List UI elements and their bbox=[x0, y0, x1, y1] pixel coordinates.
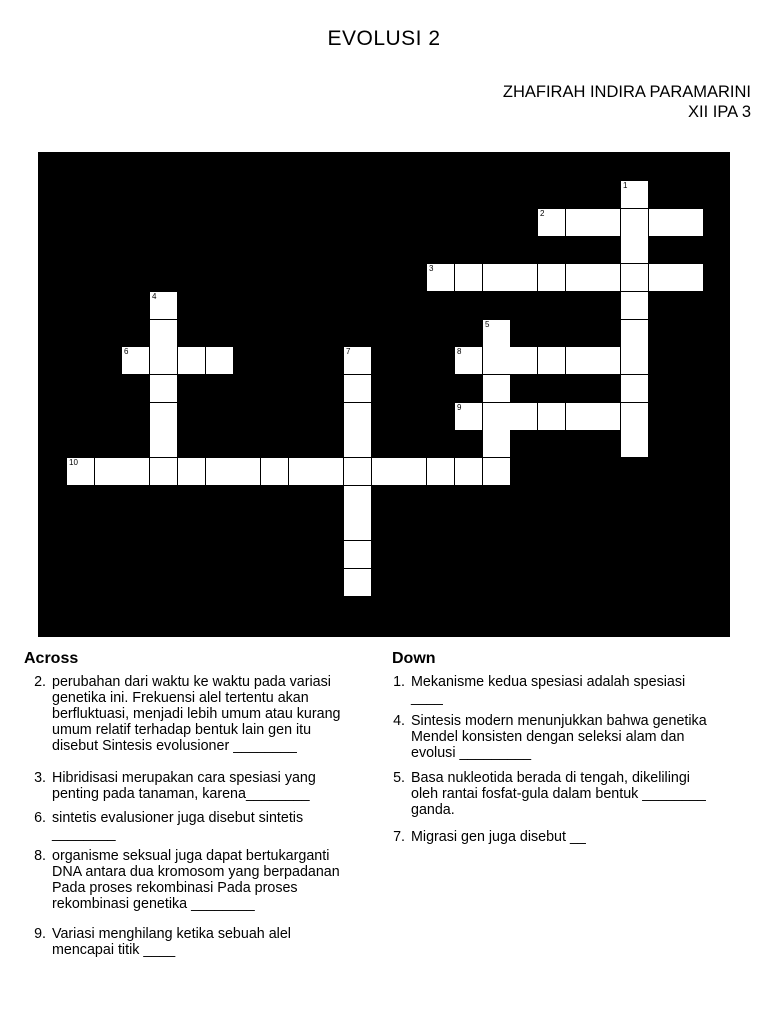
author-name: ZHAFIRAH INDIRA PARAMARINI bbox=[502, 83, 751, 101]
grid-cell[interactable] bbox=[538, 347, 565, 374]
grid-cell[interactable] bbox=[178, 347, 205, 374]
grid-cell[interactable] bbox=[261, 458, 288, 485]
grid-cell[interactable] bbox=[455, 347, 482, 374]
grid-cell[interactable] bbox=[455, 264, 482, 291]
across-heading: Across bbox=[24, 650, 79, 667]
across-clue: 8. organisme seksual juga dapat bertukarganti DNA antara dua kromosom yang berpadanan Pada proses rekombinasi Pada proses rekombinasi genetika ________ bbox=[34, 848, 340, 912]
grid-cell[interactable] bbox=[593, 209, 620, 236]
grid-cell[interactable] bbox=[399, 458, 426, 485]
grid-cell[interactable] bbox=[538, 264, 565, 291]
grid-cell[interactable] bbox=[649, 264, 676, 291]
down-clue: 7. Migrasi gen juga disebut __ bbox=[393, 829, 586, 845]
grid-cell[interactable] bbox=[621, 181, 648, 208]
across-clue: 9. Variasi menghilang ketika sebuah alel mencapai titik ____ bbox=[34, 926, 291, 958]
down-heading: Down bbox=[392, 650, 436, 667]
grid-cell[interactable] bbox=[150, 347, 177, 374]
grid-cell[interactable] bbox=[483, 320, 510, 347]
grid-cell[interactable] bbox=[621, 209, 648, 236]
grid-cell[interactable] bbox=[649, 209, 676, 236]
grid-cell[interactable] bbox=[67, 458, 94, 485]
grid-cell[interactable] bbox=[510, 347, 537, 374]
grid-cell[interactable] bbox=[427, 264, 454, 291]
grid-cell[interactable] bbox=[538, 403, 565, 430]
grid-cell[interactable] bbox=[344, 541, 371, 568]
grid-cell[interactable] bbox=[206, 347, 233, 374]
author-block bbox=[503, 82, 751, 122]
grid-cell[interactable] bbox=[621, 320, 648, 347]
cell-number: 6 bbox=[124, 347, 129, 356]
cell-number: 4 bbox=[152, 292, 157, 301]
grid-cell[interactable] bbox=[344, 403, 371, 430]
down-clue: 4. Sintesis modern menunjukkan bahwa genetika Mendel konsisten dengan seleksi alam dan evolusi _________ bbox=[393, 713, 707, 761]
grid-cell[interactable] bbox=[344, 458, 371, 485]
grid-cell[interactable] bbox=[676, 209, 703, 236]
grid-cell[interactable] bbox=[372, 458, 399, 485]
across-clue: 3. Hibridisasi merupakan cara spesiasi yang penting pada tanaman, karena________ bbox=[34, 770, 316, 802]
grid-cell[interactable] bbox=[150, 320, 177, 347]
grid-cell[interactable] bbox=[483, 458, 510, 485]
grid-cell[interactable] bbox=[150, 375, 177, 402]
grid-cell[interactable] bbox=[621, 430, 648, 457]
grid-cell[interactable] bbox=[483, 347, 510, 374]
grid-cell[interactable] bbox=[566, 347, 593, 374]
grid-cell[interactable] bbox=[455, 403, 482, 430]
grid-cell[interactable] bbox=[621, 236, 648, 263]
grid-cell[interactable] bbox=[122, 347, 149, 374]
grid-cell[interactable] bbox=[178, 458, 205, 485]
grid-cell[interactable] bbox=[206, 458, 233, 485]
grid-cell[interactable] bbox=[621, 292, 648, 319]
grid-cell[interactable] bbox=[344, 569, 371, 596]
grid-cell[interactable] bbox=[621, 347, 648, 374]
grid-cell[interactable] bbox=[316, 458, 343, 485]
grid-cell[interactable] bbox=[593, 264, 620, 291]
across-clue: 6. sintetis evalusioner juga disebut sintetis ________ bbox=[34, 810, 304, 842]
cell-number: 9 bbox=[457, 403, 462, 412]
grid-cell[interactable] bbox=[150, 292, 177, 319]
grid-cell[interactable] bbox=[566, 264, 593, 291]
grid-cell[interactable] bbox=[566, 209, 593, 236]
grid-cell[interactable] bbox=[233, 458, 260, 485]
grid-cell[interactable] bbox=[483, 430, 510, 457]
crossword-grid bbox=[38, 152, 730, 637]
grid-cell[interactable] bbox=[427, 458, 454, 485]
grid-cell[interactable] bbox=[621, 403, 648, 430]
cell-number: 10 bbox=[69, 458, 78, 467]
grid-cell[interactable] bbox=[483, 403, 510, 430]
across-clue: 2. perubahan dari waktu ke waktu pada variasi genetika ini. Frekuensi alel tertentu akan berfluktuasi, menjadi lebih umum atau kurang umum relatif terhadap bentuk lain gen itu disebut Sintesis evolusioner ________ bbox=[34, 674, 341, 754]
grid-cell[interactable] bbox=[621, 375, 648, 402]
grid-cell[interactable] bbox=[95, 458, 122, 485]
grid-cell[interactable] bbox=[344, 513, 371, 540]
cell-number: 8 bbox=[457, 347, 462, 356]
cell-number: 1 bbox=[623, 181, 628, 190]
grid-cell[interactable] bbox=[566, 403, 593, 430]
down-clue: 1. Mekanisme kedua spesiasi adalah spesiasi ____ bbox=[393, 674, 686, 706]
grid-cell[interactable] bbox=[510, 403, 537, 430]
grid-cell[interactable] bbox=[483, 264, 510, 291]
grid-cell[interactable] bbox=[538, 209, 565, 236]
grid-cell[interactable] bbox=[455, 458, 482, 485]
cell-number: 3 bbox=[429, 264, 434, 273]
grid-cell[interactable] bbox=[483, 375, 510, 402]
grid-cell[interactable] bbox=[593, 403, 620, 430]
cell-number: 7 bbox=[346, 347, 351, 356]
grid-cell[interactable] bbox=[150, 403, 177, 430]
grid-cell[interactable] bbox=[122, 458, 149, 485]
grid-cell[interactable] bbox=[593, 347, 620, 374]
grid-cell[interactable] bbox=[676, 264, 703, 291]
grid-cell[interactable] bbox=[289, 458, 316, 485]
down-clue: 5. Basa nukleotida berada di tengah, dikelilingi oleh rantai fosfat-gula dalam bentuk ________ ganda. bbox=[393, 770, 706, 818]
grid-cell[interactable] bbox=[344, 347, 371, 374]
cell-number: 2 bbox=[540, 209, 545, 218]
grid-cell[interactable] bbox=[150, 458, 177, 485]
grid-cell[interactable] bbox=[150, 430, 177, 457]
grid-cell[interactable] bbox=[621, 264, 648, 291]
cell-number: 5 bbox=[485, 320, 490, 329]
grid-cell[interactable] bbox=[344, 430, 371, 457]
page-title: EVOLUSI 2 bbox=[327, 27, 441, 50]
grid-cell[interactable] bbox=[510, 264, 537, 291]
grid-cell[interactable] bbox=[344, 375, 371, 402]
author-class: XII IPA 3 bbox=[688, 103, 751, 121]
grid-cell[interactable] bbox=[344, 486, 371, 513]
